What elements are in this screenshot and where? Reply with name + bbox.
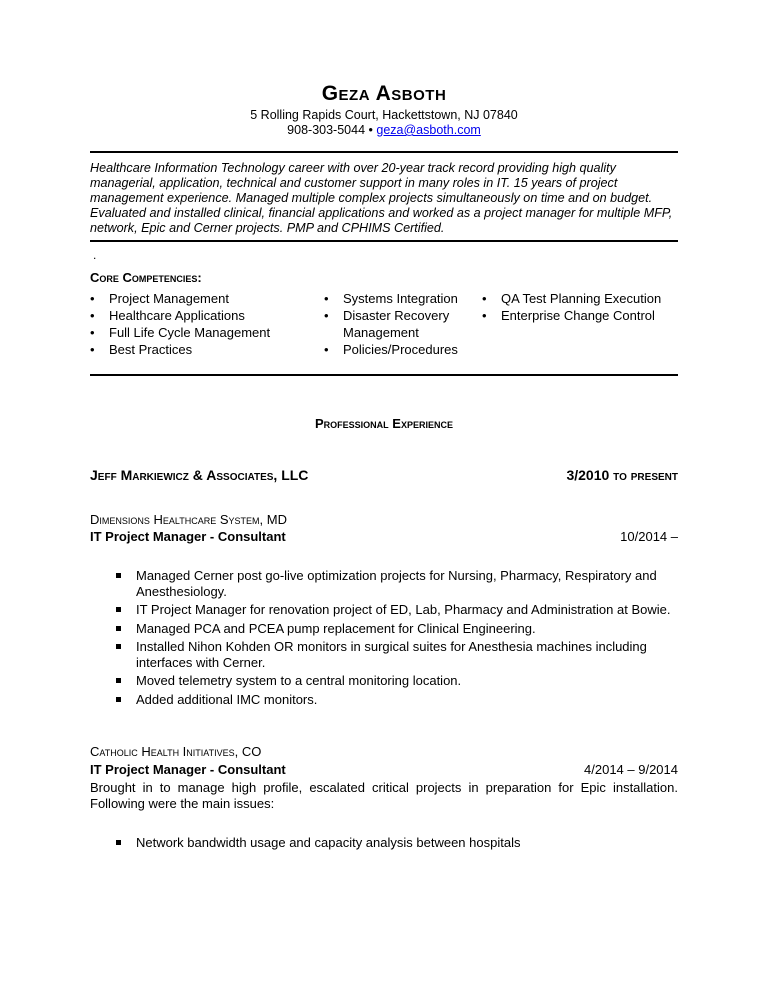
job-2-role: IT Project Manager - Consultant (90, 762, 286, 777)
competency-item: • Healthcare Applications (90, 307, 310, 324)
competency-item: • Full Life Cycle Management (90, 324, 310, 341)
job-2-role-row (90, 762, 678, 777)
competency-column-3 (482, 290, 678, 324)
competency-column-2 (324, 290, 474, 358)
company-row (90, 467, 678, 483)
competency-item: • QA Test Planning Execution (482, 290, 678, 307)
competency-item: • Enterprise Change Control (482, 307, 678, 324)
email-link[interactable]: geza@asboth.com (376, 123, 481, 137)
list-item: Managed Cerner post go-live optimization projects for Nursing, Pharmacy, Respiratory and Anesthesiology. (115, 568, 675, 599)
company-name: Jeff Markiewicz & Associates, LLC (90, 467, 309, 483)
job-2-intro: Brought in to manage high profile, escalated critical projects in preparation for Epic installation. Following were the main issues: (90, 780, 678, 811)
job-2-org-row (90, 744, 678, 759)
phone-email-line (90, 123, 678, 138)
divider-top (90, 151, 678, 153)
contact-block (90, 108, 678, 138)
list-item: IT Project Manager for renovation project of ED, Lab, Pharmacy and Administration at Bowie. (115, 602, 675, 618)
divider-summary (90, 240, 678, 242)
separator-bullet: • (368, 123, 373, 137)
competency-item: • Systems Integration (324, 290, 474, 307)
phone: 908-303-5044 (287, 123, 366, 137)
professional-experience-title: Professional Experience (315, 416, 453, 431)
competency-item: • Best Practices (90, 341, 310, 358)
competency-item: • Project Management (90, 290, 310, 307)
candidate-name: Geza Asboth (321, 82, 447, 105)
competency-column-1 (90, 290, 310, 358)
summary-paragraph: Healthcare Information Technology career with over 20-year track record providing high quality managerial, application, technical and customer support in many roles in IT. 15 years of project management experience. Managed multiple complex projects simultaneously on time and on budget. Evaluated and installed clinical, financial applications and worked as a project manager for multiple MFP, network, Epic and Cerner projects. PMP and CPHIMS Certified. (90, 161, 673, 235)
list-item: Managed PCA and PCEA pump replacement for Clinical Engineering. (115, 621, 675, 637)
job-1-role: IT Project Manager - Consultant (90, 529, 286, 544)
job-1-org: Dimensions Healthcare System, MD (90, 512, 287, 527)
job-1-role-row (90, 529, 678, 544)
job-1-dates: 10/2014 – (620, 529, 678, 544)
stray-mark: . (93, 248, 97, 262)
job-2-dates: 4/2014 – 9/2014 (584, 762, 678, 777)
list-item: Network bandwidth usage and capacity analysis between hospitals (115, 835, 675, 851)
core-competencies-title: Core Competencies: (90, 270, 202, 285)
list-item: Added additional IMC monitors. (115, 692, 675, 708)
job-2-bullets (115, 835, 675, 854)
list-item: Installed Nihon Kohden OR monitors in surgical suites for Anesthesia machines including interfaces with Cerner. (115, 639, 675, 670)
divider-competencies (90, 374, 678, 376)
competency-item: • Policies/Procedures (324, 341, 474, 358)
job-1-org-row (90, 512, 678, 527)
company-dates: 3/2010 to present (566, 467, 678, 483)
job-2-org: Catholic Health Initiatives, CO (90, 744, 262, 759)
list-item: Moved telemetry system to a central monitoring location. (115, 673, 675, 689)
address: 5 Rolling Rapids Court, Hackettstown, NJ 07840 (250, 108, 518, 122)
competency-item: • Disaster Recovery Management (324, 307, 463, 341)
job-1-bullets (115, 568, 675, 710)
